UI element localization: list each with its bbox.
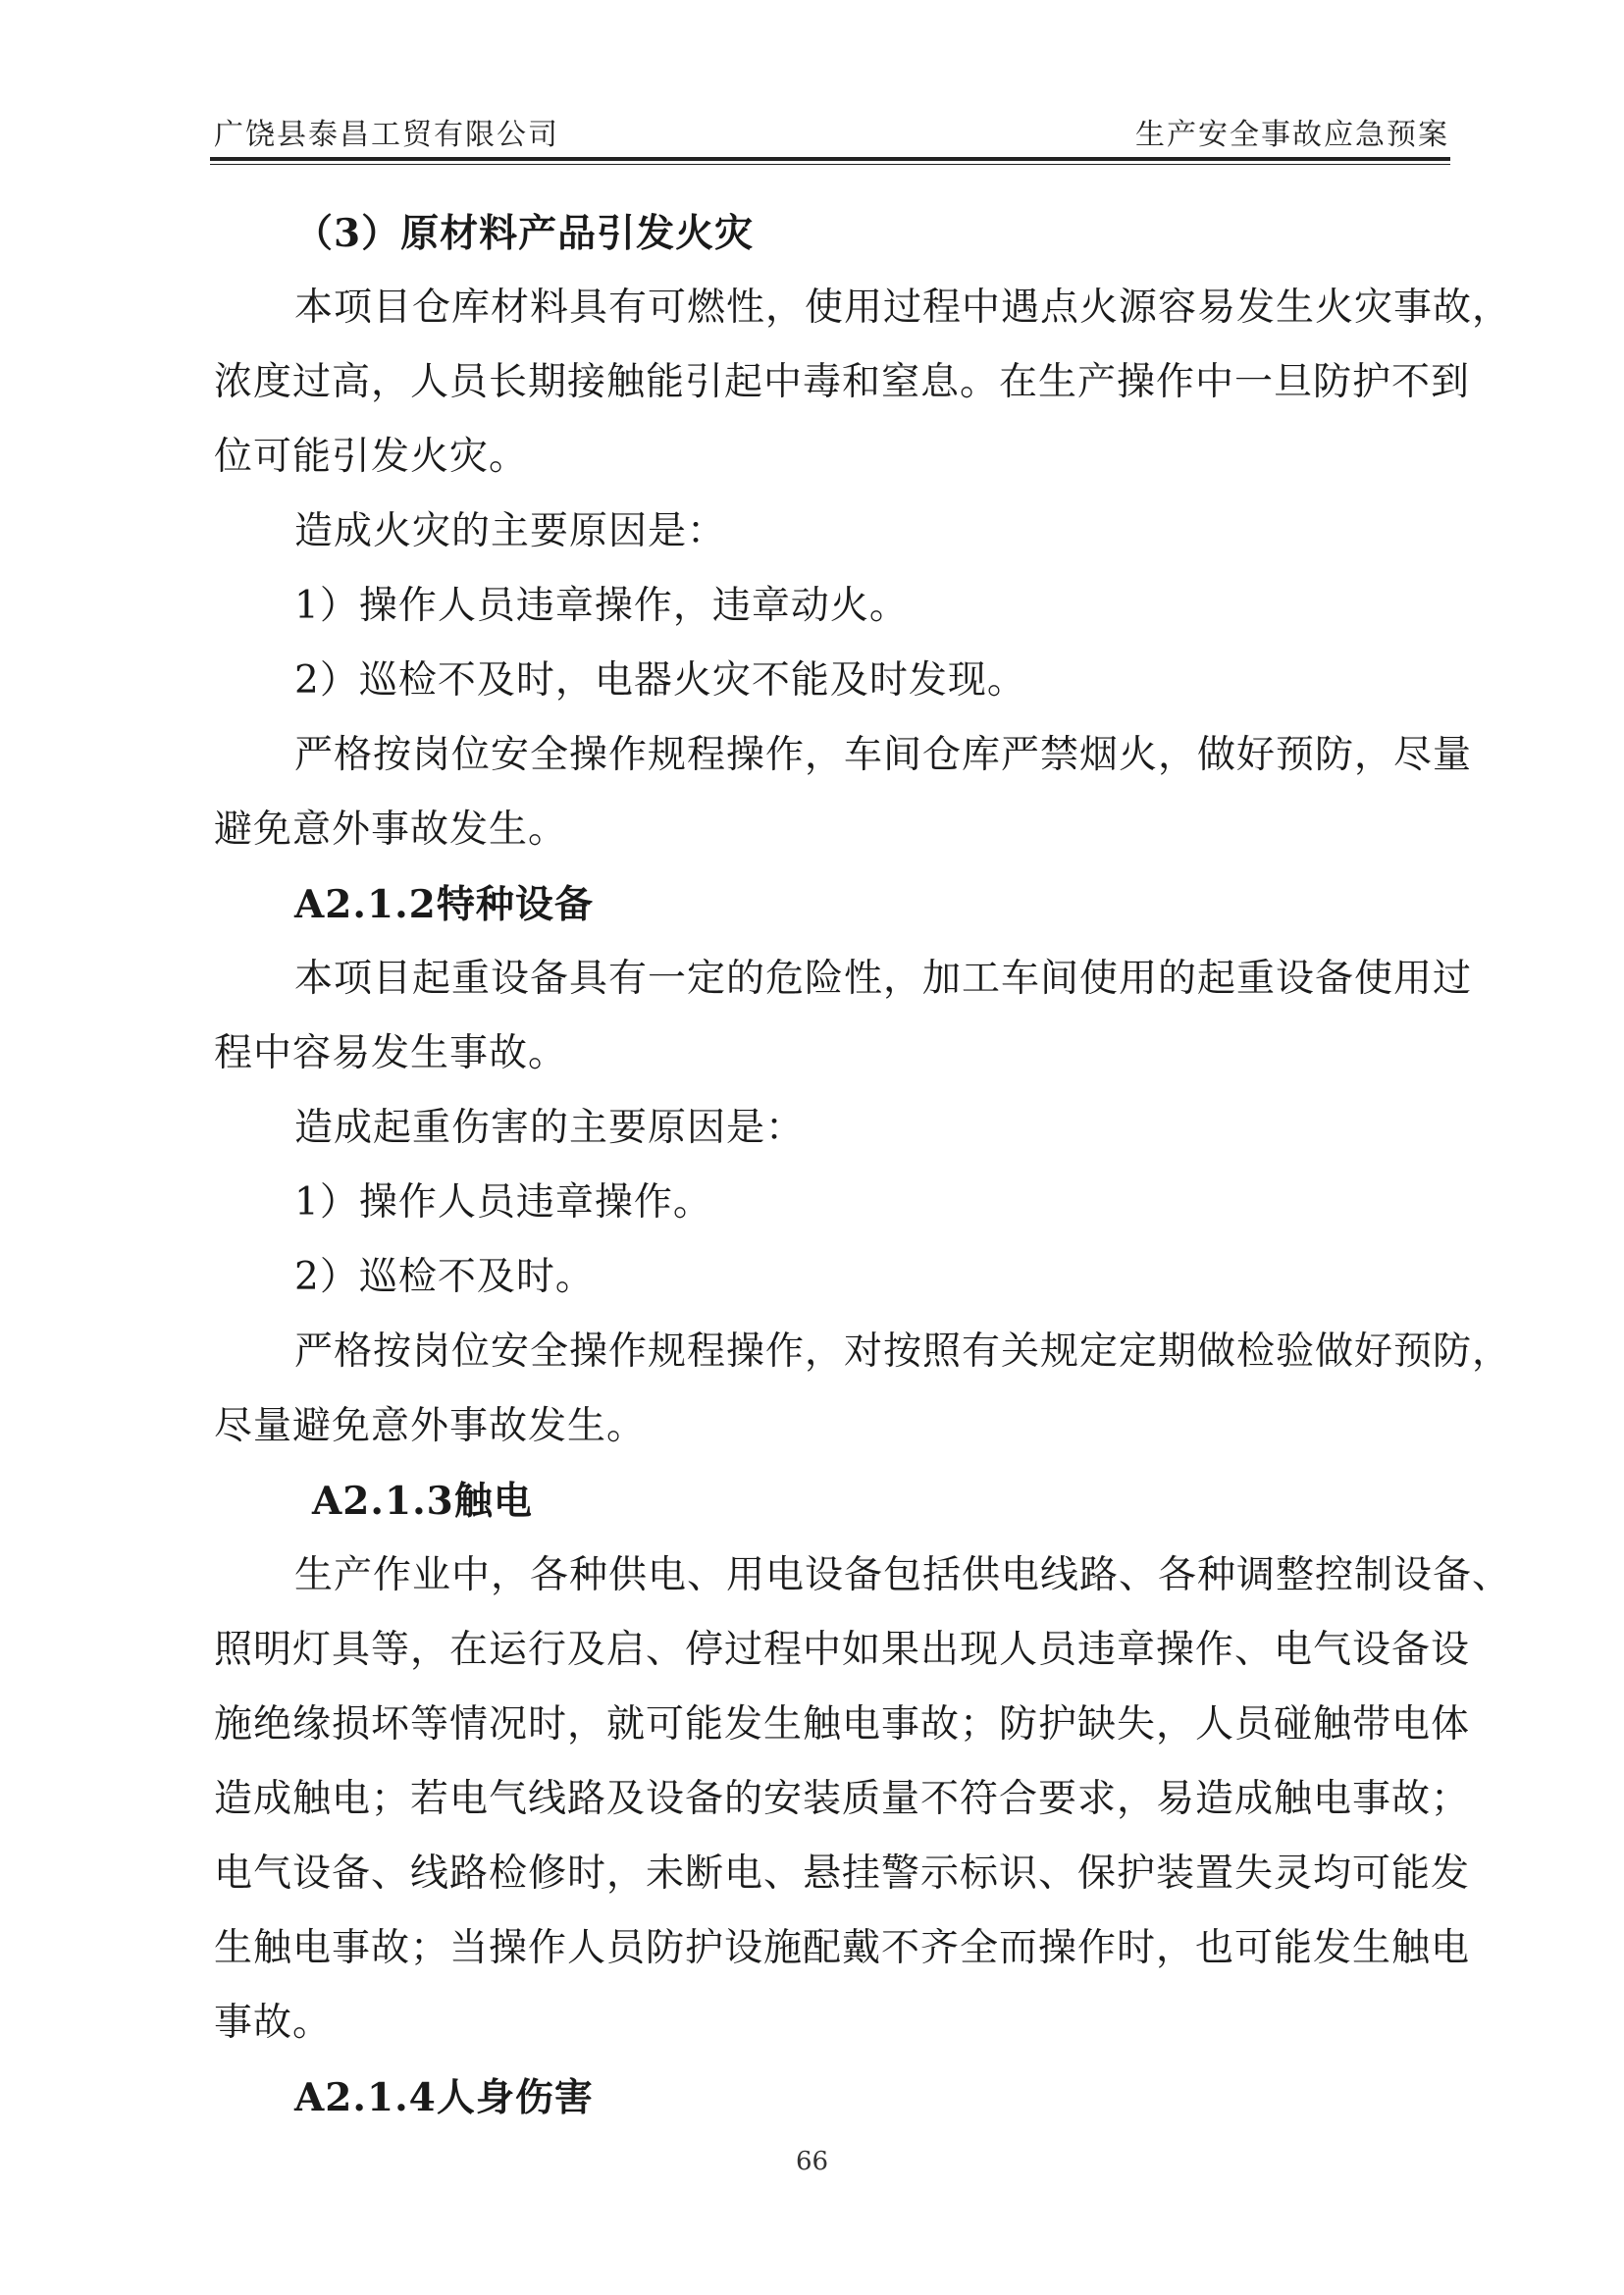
paragraph-line: 造成触电；若电气线路及设备的安装质量不符合要求，易造成触电事故； — [214, 1777, 1471, 1821]
paragraph-line: 电气设备、线路检修时，未断电、悬挂警示标识、保护装置失灵均可能发 — [214, 1852, 1471, 1896]
header-document-title: 生产安全事故应急预案 — [1135, 118, 1449, 152]
paragraph-line: 造成火灾的主要原因是： — [294, 509, 727, 553]
page-number: 66 — [795, 2147, 829, 2176]
paragraph-line: 避免意外事故发生。 — [214, 808, 568, 852]
paragraph-line: 生触电事故；当操作人员防护设施配戴不齐全而操作时，也可能发生触电 — [214, 1926, 1471, 1970]
paragraph-line: 照明灯具等，在运行及启、停过程中如果出现人员违章操作、电气设备设 — [214, 1628, 1471, 1672]
paragraph-line: 尽量避免意外事故发生。 — [214, 1404, 647, 1448]
paragraph-line: 本项目起重设备具有一定的危险性，加工车间使用的起重设备使用过 — [294, 957, 1473, 1001]
paragraph-line: 严格按岗位安全操作规程操作，对按照有关规定定期做检验做好预防， — [294, 1330, 1512, 1374]
section-heading: A2.1.2特种设备 — [294, 882, 594, 927]
paragraph-line: 浓度过高，人员长期接触能引起中毒和窒息。在生产操作中一旦防护不到 — [214, 360, 1471, 404]
paragraph-line: 生产作业中，各种供电、用电设备包括供电线路、各种调整控制设备、 — [294, 1553, 1512, 1597]
header-rule-thick — [210, 157, 1450, 161]
paragraph-line: 程中容易发生事故。 — [214, 1031, 568, 1075]
list-item: 2）巡检不及时。 — [294, 1255, 595, 1299]
subsection-title: （3）原材料产品引发火灾 — [294, 211, 755, 256]
header-rule-thin — [210, 164, 1450, 165]
paragraph-line: 施绝缘损坏等情况时，就可能发生触电事故；防护缺失，人员碰触带电体 — [214, 1702, 1471, 1747]
section-heading: A2.1.3触电 — [312, 1479, 533, 1524]
paragraph-line: 造成起重伤害的主要原因是： — [294, 1106, 806, 1150]
header-company-name: 广饶县泰昌工贸有限公司 — [214, 118, 559, 152]
paragraph-line: 本项目仓库材料具有可燃性，使用过程中遇点火源容易发生火灾事故， — [294, 286, 1512, 330]
list-item: 1）操作人员违章操作，违章动火。 — [294, 584, 909, 628]
paragraph-line: 严格按岗位安全操作规程操作，车间仓库严禁烟火，做好预防，尽量 — [294, 733, 1473, 777]
list-item: 1）操作人员违章操作。 — [294, 1180, 712, 1225]
paragraph-line: 事故。 — [214, 2001, 333, 2045]
paragraph-line: 位可能引发火灾。 — [214, 435, 529, 479]
section-heading: A2.1.4人身伤害 — [294, 2075, 594, 2120]
list-item: 2）巡检不及时，电器火灾不能及时发现。 — [294, 658, 1026, 703]
